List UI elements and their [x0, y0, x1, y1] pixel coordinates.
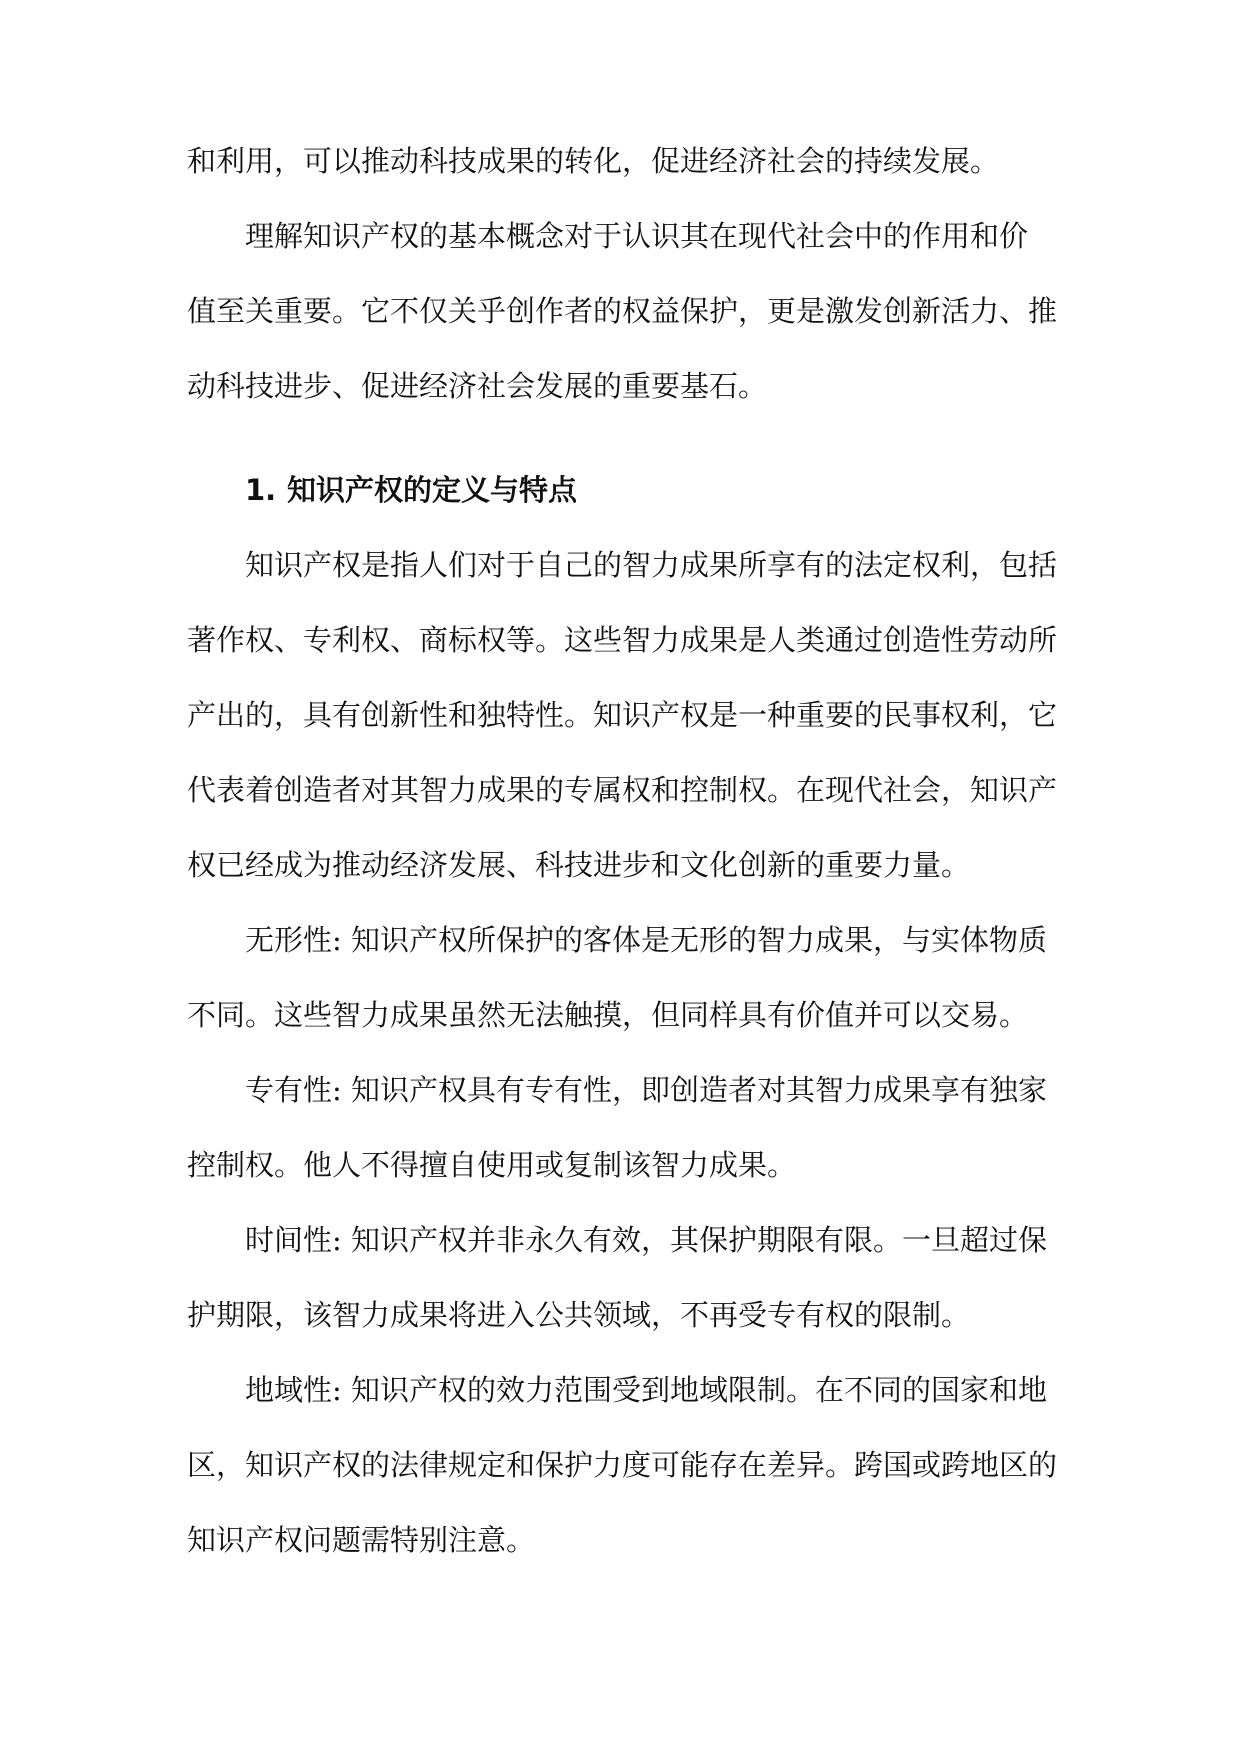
document-page — [187, 124, 1057, 1578]
paragraph-line: 产出的，具有创新性和独特性。知识产权是一种重要的民事权利，它 — [187, 698, 1057, 732]
paragraph-line: 时间性: 知识产权并非永久有效，其保护期限有限。一旦超过保 — [245, 1223, 1047, 1257]
paragraph-line: 理解知识产权的基本概念对于认识其在现代社会中的作用和价 — [245, 219, 1029, 253]
section-heading — [187, 453, 1057, 528]
paragraph-line: 护期限，该智力成果将进入公共领域，不再受专有权的限制。 — [187, 1298, 971, 1332]
paragraph-line: 控制权。他人不得擅自使用或复制该智力成果。 — [187, 1148, 797, 1182]
paragraph-line: 值至关重要。它不仅关乎创作者的权益保护，更是激发创新活力、推 — [187, 294, 1057, 328]
paragraph-territorial — [187, 1353, 1057, 1578]
paragraph-line: 不同。这些智力成果虽然无法触摸，但同样具有价值并可以交易。 — [187, 998, 1029, 1032]
paragraph-exclusive — [187, 1053, 1057, 1203]
paragraph-continuation — [187, 124, 1057, 199]
paragraph-intangible — [187, 903, 1057, 1053]
paragraph-intro — [187, 199, 1057, 424]
paragraph-line: 代表着创造者对其智力成果的专属权和控制权。在现代社会，知识产 — [187, 773, 1057, 807]
paragraph-line: 无形性: 知识产权所保护的客体是无形的智力成果，与实体物质 — [245, 923, 1047, 957]
paragraph-line: 著作权、专利权、商标权等。这些智力成果是人类通过创造性劳动所 — [187, 623, 1057, 657]
section-title: 知识产权的定义与特点 — [287, 473, 578, 507]
section-number: 1. — [245, 473, 277, 507]
paragraph-line: 和利用，可以推动科技成果的转化，促进经济社会的持续发展。 — [187, 144, 1000, 178]
section-gap — [187, 424, 1057, 453]
paragraph-line: 地域性: 知识产权的效力范围受到地域限制。在不同的国家和地 — [245, 1373, 1047, 1407]
paragraph-line: 动科技进步、促进经济社会发展的重要基石。 — [187, 369, 768, 403]
paragraph-line: 区，知识产权的法律规定和保护力度可能存在差异。跨国或跨地区的 — [187, 1448, 1057, 1482]
paragraph-definition — [187, 528, 1057, 903]
paragraph-line: 专有性: 知识产权具有专有性，即创造者对其智力成果享有独家 — [245, 1073, 1047, 1107]
paragraph-temporal — [187, 1203, 1057, 1353]
paragraph-line: 知识产权是指人们对于自己的智力成果所享有的法定权利，包括 — [245, 548, 1057, 582]
paragraph-line: 权已经成为推动经济发展、科技进步和文化创新的重要力量。 — [187, 848, 971, 882]
paragraph-line: 知识产权问题需特别注意。 — [187, 1523, 536, 1557]
